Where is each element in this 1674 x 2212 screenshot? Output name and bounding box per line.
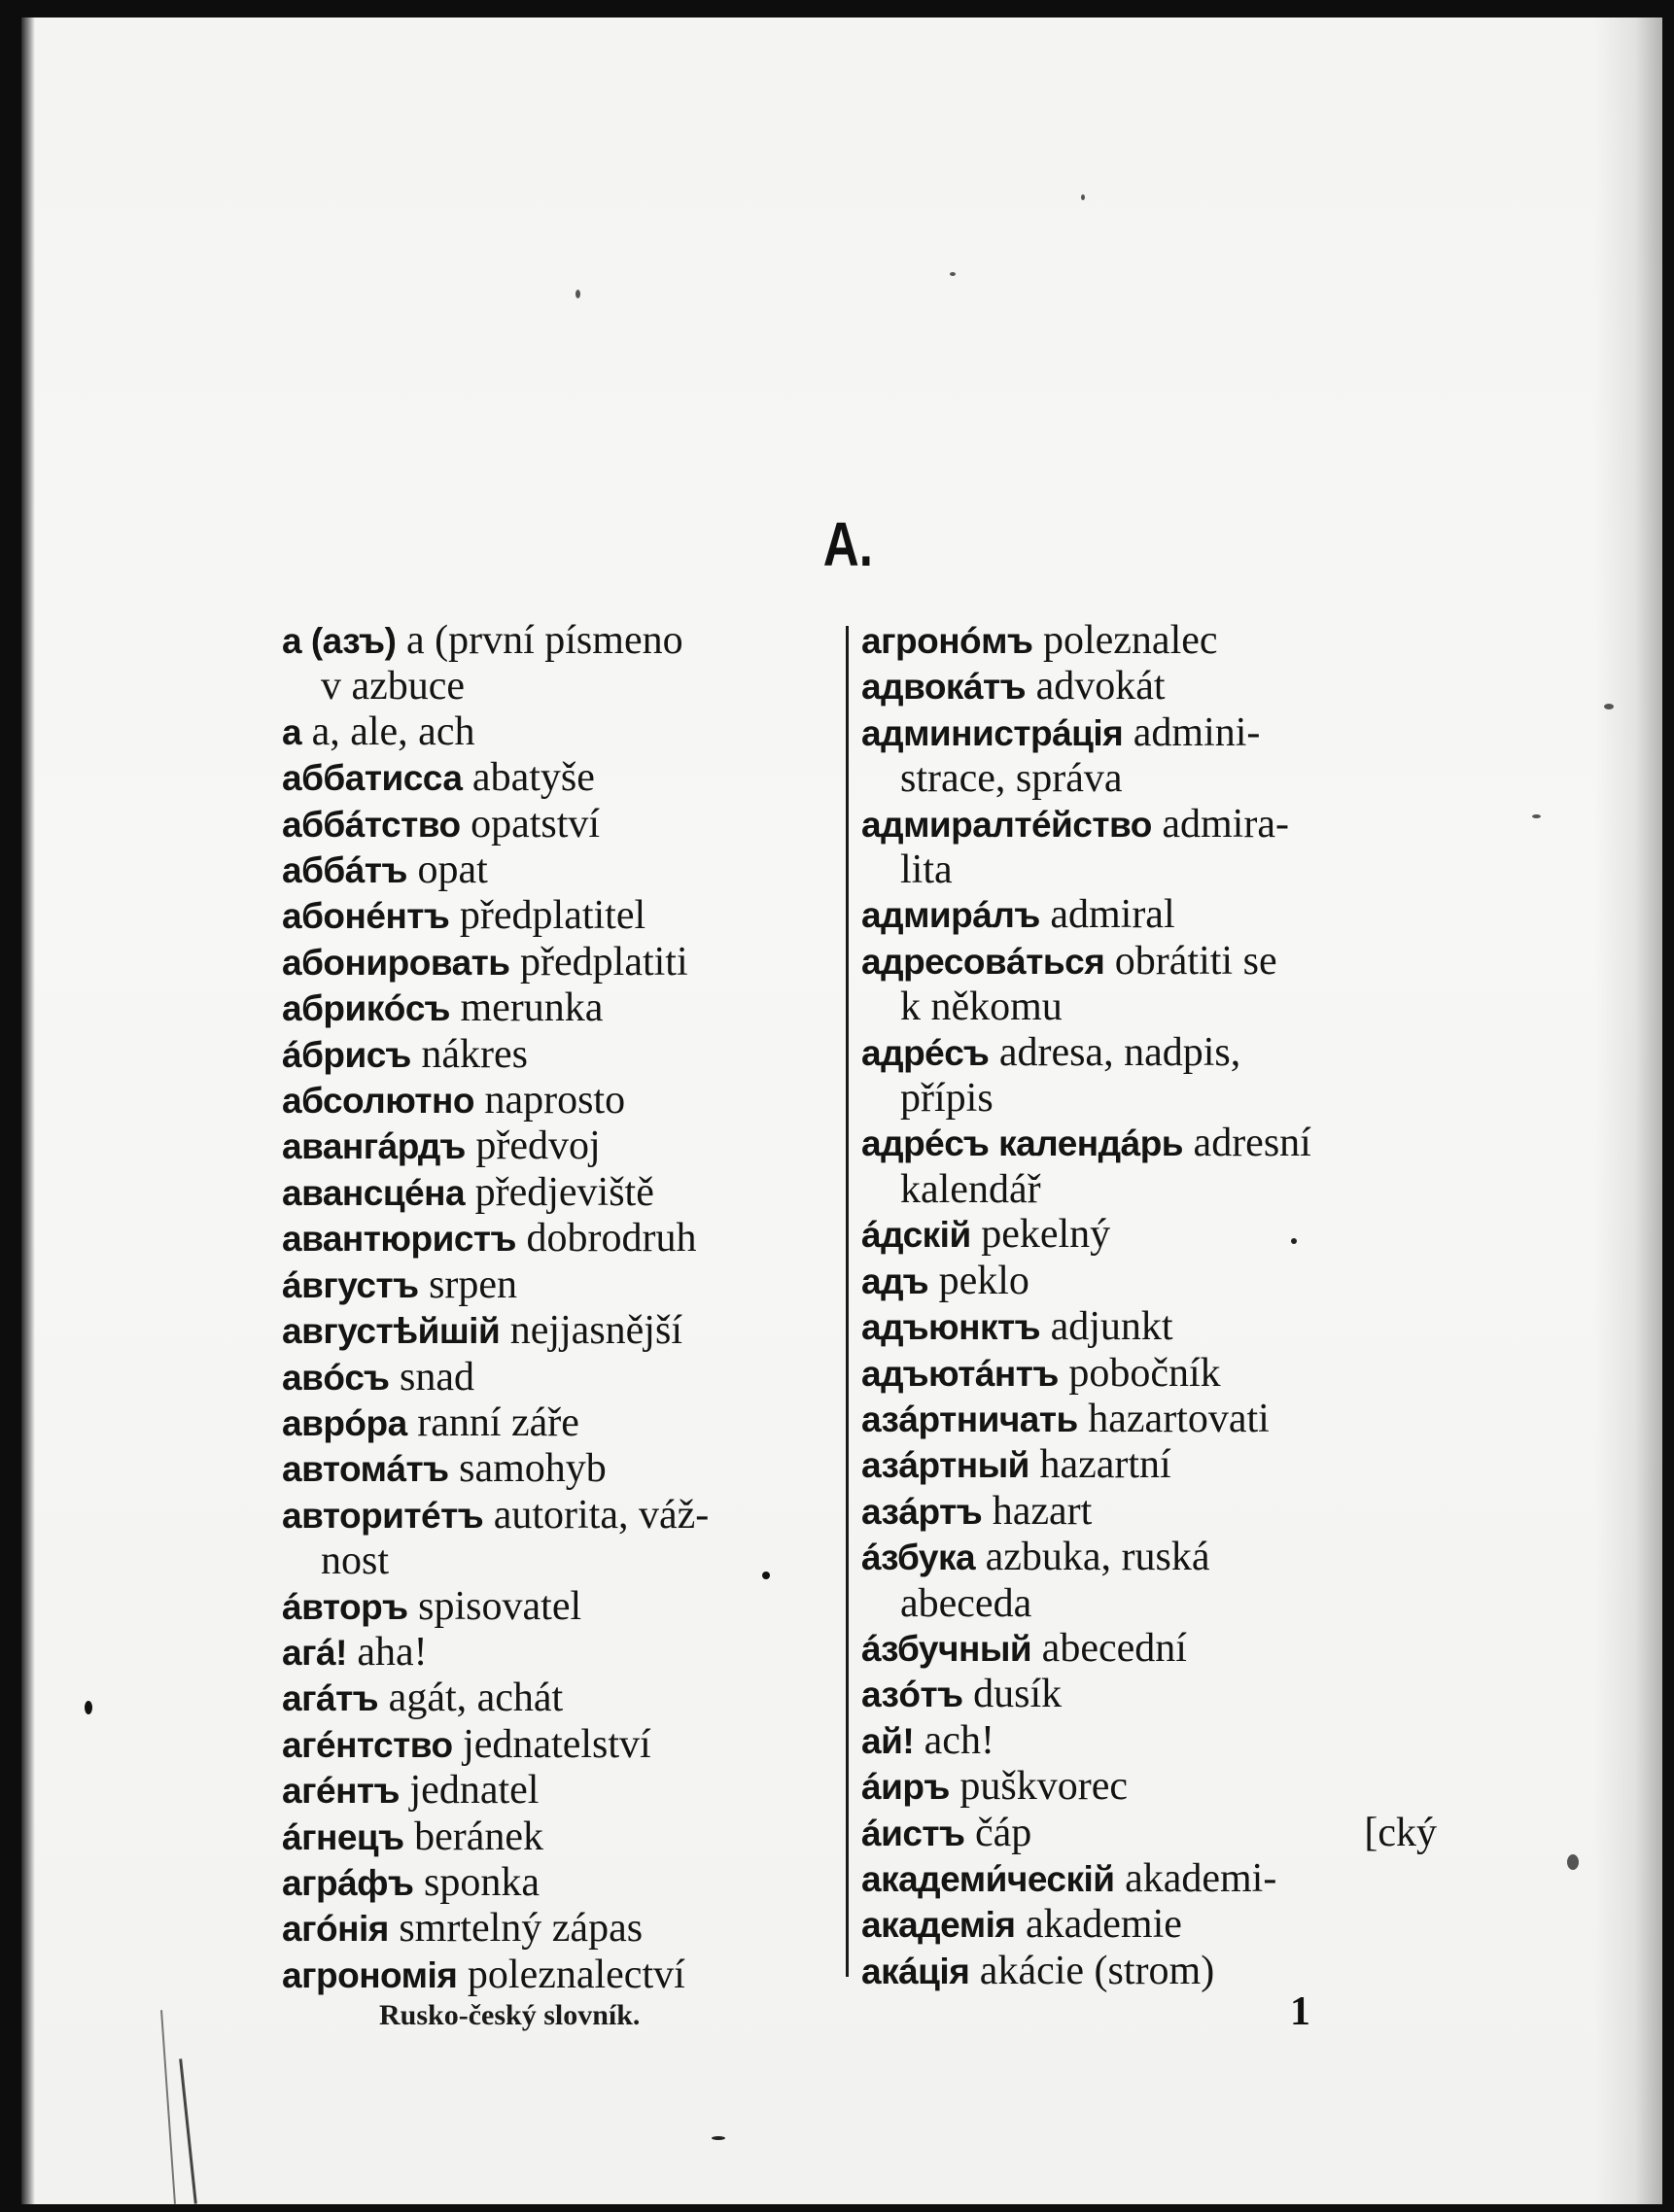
translation: abatyše [471,755,595,801]
headword: агéнтство [282,1724,453,1765]
headword: агá! [282,1632,347,1673]
translation: admira- [1162,801,1289,847]
headword: адмирáлъ [861,895,1040,936]
dictionary-entry [861,1535,1437,1580]
translation: kalendář [900,1166,1041,1212]
translation: předplatiti [520,939,688,985]
translation: jednatel [409,1768,540,1814]
dust-speck [1567,1854,1579,1870]
dictionary-entry [282,1584,846,1630]
dictionary-entry [861,1259,1437,1304]
headword: академія [861,1905,1016,1946]
translation: poleznalec [1042,618,1218,663]
headword: автомáтъ [282,1449,449,1490]
entry-continuation [861,985,1437,1029]
headword: авансцéна [282,1172,466,1213]
translation: nákres [421,1031,528,1077]
dust-speck [575,290,580,298]
dictionary-entry [861,1718,1437,1764]
headword: адъ [861,1261,929,1301]
translation: hazartovati [1088,1396,1270,1441]
translation: spisovatel [418,1583,582,1629]
translation: čáp [975,1810,1032,1855]
dictionary-entry [282,1446,846,1492]
translation: předjeviště [474,1169,654,1215]
dust-speck [1532,814,1541,818]
dictionary-entry [282,1953,846,1998]
entry-continuation [282,664,846,709]
dictionary-entry [282,893,846,939]
translation: srpen [429,1262,518,1307]
translation: a (první písmeno [405,618,683,663]
headword: акáція [861,1951,970,1991]
translation: adresní [1193,1121,1311,1166]
translation: obrátiti se [1114,938,1277,984]
headword: а (азъ) [282,621,397,661]
dictionary-entry [861,1764,1437,1810]
headword: адресовáться [861,941,1105,982]
translation: ach! [924,1717,994,1763]
headword: ай! [861,1720,915,1761]
translation: jednatelství [463,1721,651,1767]
dictionary-entry [282,1170,846,1216]
headword: агрáфъ [282,1862,414,1903]
dictionary-entry [861,1489,1437,1535]
scan-right-edge-shadow [1594,17,1662,2204]
dictionary-entry [861,1856,1437,1902]
headword: áгнецъ [282,1816,404,1857]
headword: авангáрдъ [282,1126,466,1167]
section-letter-heading: A. [822,509,873,579]
dictionary-entry [282,1123,846,1169]
dictionary-entry [861,1811,1437,1856]
translation: adresa, nadpis, [998,1029,1241,1075]
entry-continuation [861,1581,1437,1626]
headword: адъюнктъ [861,1307,1041,1348]
translation: předvoj [475,1123,601,1169]
translation: samohyb [459,1446,607,1492]
headword: áзбучный [861,1628,1032,1669]
dictionary-entry [861,1121,1437,1166]
dictionary-entry [861,1902,1437,1948]
translation: akademie [1026,1902,1182,1948]
entry-continuation [861,756,1437,801]
entry-continuation [861,1167,1437,1212]
dictionary-entry [282,1262,846,1308]
translation: pekelný [981,1212,1111,1258]
headword: áистъ [861,1813,965,1853]
translation: a, ale, ach [311,709,475,754]
headword: агронóмъ [861,621,1033,661]
translation: advokát [1035,664,1166,709]
headword: азáртничать [861,1399,1078,1439]
translation: autorita, váž- [493,1492,710,1538]
headword: аббáтство [282,804,461,845]
headword: абонéнтъ [282,896,450,937]
headword: а [282,711,302,752]
dictionary-entry [282,1078,846,1123]
carried-over-word-ending: [cký [1364,1810,1437,1855]
entry-continuation [282,1538,846,1583]
translation: agát, achát [388,1676,564,1721]
translation: azbuka, ruská [985,1535,1210,1580]
dictionary-entry [282,1860,846,1906]
dictionary-entry [861,1397,1437,1442]
translation: k někomu [900,985,1063,1030]
dust-speck [1604,704,1614,709]
headword: аббáтъ [282,850,407,891]
dictionary-entry [282,1308,846,1354]
headword: августѣйшій [282,1311,501,1352]
translation: hazartní [1039,1442,1171,1488]
headword: адрéсъ [861,1032,990,1073]
headword: агрономія [282,1954,458,1995]
dictionary-entry [861,1030,1437,1076]
headword: академи́ческій [861,1858,1115,1899]
dictionary-entry [282,1630,846,1676]
translation: merunka [460,985,604,1031]
dust-speck [1081,194,1085,200]
headword: áзбука [861,1538,976,1578]
headword: азáртъ [861,1491,983,1532]
translation: akácie (strom) [979,1948,1215,1993]
dictionary-entry [282,755,846,801]
translation: dusík [973,1672,1063,1717]
dictionary-entry [861,939,1437,985]
dictionary-entry [282,709,846,755]
translation: v azbuce [321,664,466,709]
dictionary-entry [282,1355,846,1400]
dictionary-entry [861,1442,1437,1488]
headword: áиръ [861,1767,950,1808]
dust-speck [762,1572,770,1579]
scratch-mark [160,2010,176,2204]
left-column [282,618,846,1998]
dictionary-entry [861,892,1437,938]
headword: азáртный [861,1445,1029,1486]
headword: администрáція [861,712,1124,753]
dictionary-entry [861,1212,1437,1258]
dictionary-entry [282,802,846,847]
headword: авóсъ [282,1357,390,1398]
translation: adjunkt [1050,1304,1173,1350]
dictionary-entry [282,940,846,985]
headword: агáтъ [282,1678,379,1719]
translation: sponka [424,1859,541,1905]
translation: naprosto [484,1078,626,1123]
headword: аврóра [282,1402,407,1443]
translation: akademi- [1125,1855,1277,1901]
translation: opat [417,847,488,893]
dictionary-entry [282,1032,846,1078]
translation: admini- [1133,709,1261,755]
translation: peklo [938,1258,1029,1303]
headword: авторитéтъ [282,1495,484,1536]
translation: nost [321,1538,390,1584]
headword: агéнтъ [282,1771,401,1812]
dust-speck [1291,1238,1297,1244]
dictionary-entry [282,1400,846,1446]
translation: hazart [992,1488,1093,1534]
translation: nejjasnější [509,1308,682,1354]
entry-continuation [861,847,1437,892]
scan-left-edge-shadow [21,17,35,2204]
dictionary-entry [282,1768,846,1814]
entry-continuation [861,1076,1437,1121]
dictionary-entry [861,710,1437,756]
translation: puškvorec [959,1764,1129,1810]
dictionary-entry [282,1722,846,1768]
headword: абсолютно [282,1081,474,1122]
headword: áвторъ [282,1586,408,1627]
right-column [861,618,1437,1994]
page-number: 1 [1290,1989,1310,2034]
translation: předplatitel [459,893,646,939]
dictionary-entry [282,847,846,893]
translation: abecední [1041,1625,1187,1671]
dictionary-page [21,17,1662,2204]
dictionary-entry [861,1304,1437,1350]
dictionary-entry [861,664,1437,709]
translation: admiral [1050,892,1175,938]
headword: азóтъ [861,1675,963,1715]
dictionary-entry [282,1676,846,1721]
dictionary-entry [861,1626,1437,1672]
dictionary-entry [282,985,846,1031]
headword: áдскій [861,1215,971,1256]
headword: áбрисъ [282,1034,411,1075]
translation: přípis [900,1076,994,1122]
dictionary-entry [861,618,1437,664]
column-divider [846,626,849,1977]
headword: адмиралтéйство [861,804,1152,845]
dictionary-entry [282,1493,846,1538]
translation: poleznalectví [467,1952,685,1997]
translation: pobočník [1068,1350,1221,1396]
dust-speck [85,1701,92,1714]
headword: адрéсъ календáрь [861,1123,1184,1164]
headword: авантюристъ [282,1219,516,1260]
headword: агóнія [282,1909,389,1950]
dust-speck [950,272,956,276]
dictionary-entry [282,1906,846,1952]
headword: аббатисса [282,758,463,799]
translation: opatství [471,801,601,847]
headword: адъютáнтъ [861,1353,1059,1394]
headword: абрикóсъ [282,988,450,1029]
scratch-mark [179,2058,197,2203]
dictionary-entry [282,618,846,664]
headword: áвгустъ [282,1264,419,1305]
translation: beránek [414,1814,544,1859]
translation: aha! [357,1629,428,1675]
dictionary-entry [282,1815,846,1860]
translation: dobrodruh [526,1216,697,1262]
headword: адвокáтъ [861,667,1027,708]
translation: snad [400,1354,474,1400]
dictionary-entry [861,1351,1437,1397]
dictionary-entry [861,1949,1437,1994]
translation: lita [900,847,953,893]
dictionary-entry [282,1216,846,1262]
footer-book-title: Rusko-český slovník. [379,1999,641,2031]
headword: абонировать [282,942,510,983]
translation: ranní záře [417,1400,579,1445]
dictionary-entry [861,1672,1437,1717]
dust-speck [712,2136,725,2140]
translation: strace, správa [900,756,1123,802]
translation: abeceda [900,1580,1032,1626]
dictionary-entry [861,802,1437,847]
translation: smrtelný zápas [399,1906,644,1952]
